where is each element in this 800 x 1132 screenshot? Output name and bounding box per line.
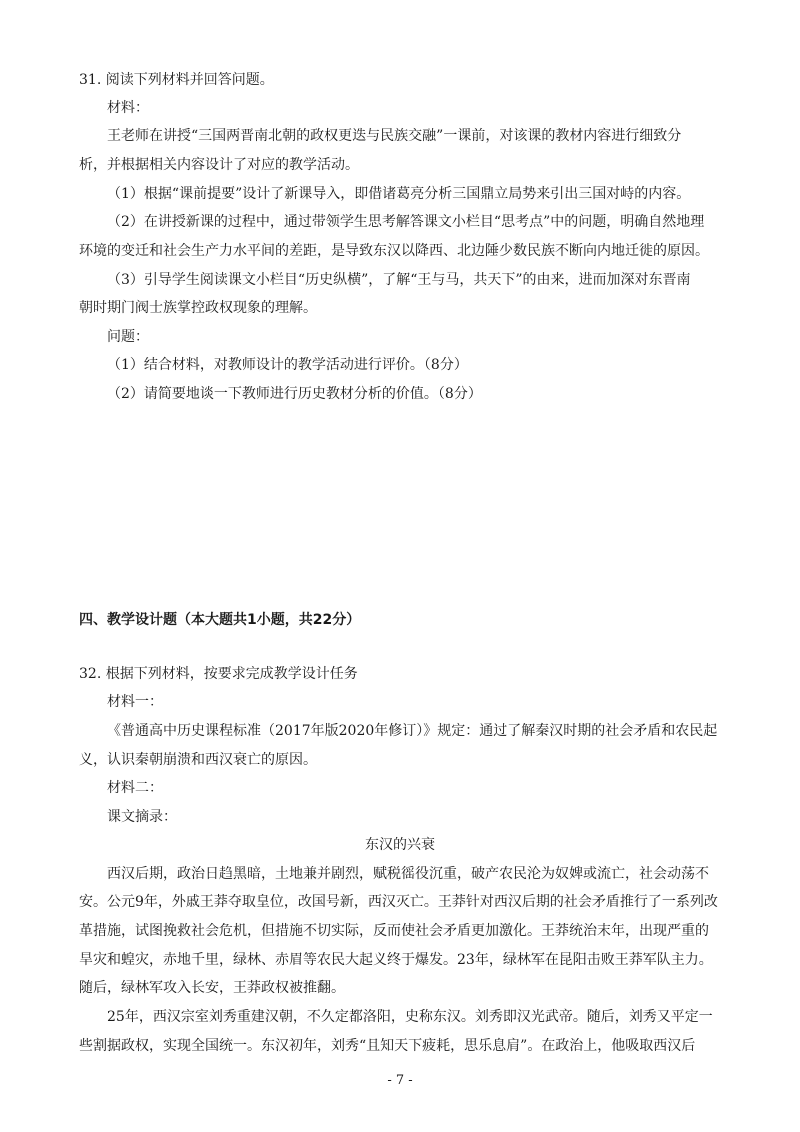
q31-paragraph: 王老师在讲授“三国两晋南北朝的政权更迭与民族交融”一课前，对该课的教材内容进行细致分 xyxy=(107,128,682,144)
excerpt-line: 西汉后期，政治日趋黑暗，土地兼并剧烈，赋税徭役沉重，破产农民沦为奴婢或流亡，社会动荡不 xyxy=(107,866,709,882)
excerpt-title: 东汉的兴衰 xyxy=(365,837,435,853)
q31-item-1: （1）根据“课前提要”设计了新课导入，即借诸葛亮分析三国鼎立局势来引出三国对峙的内容。 xyxy=(107,186,691,202)
q32-excerpt-label: 课文摘录： xyxy=(107,809,177,825)
excerpt-line: 25年，西汉宗室刘秀重建汉朝，不久定都洛阳，史称东汉。刘秀即汉光武帝。随后，刘秀又平定一 xyxy=(107,1009,713,1025)
excerpt-line: 革措施，试图挽救社会危机，但措施不切实际，反而使社会矛盾更加激化。王莽统治末年，出现严重的 xyxy=(79,923,709,939)
excerpt-line: 安。公元9年，外戚王莽夺取皇位，改国号新，西汉灭亡。王莽针对西汉后期的社会矛盾推行了一系列改 xyxy=(79,894,718,910)
q31-questions-label: 问题： xyxy=(107,329,149,345)
q31-item-2-cont: 环境的变迁和社会生产力水平间的差距，是导致东汉以降西、北边陲少数民族不断向内地迁徙的原因。 xyxy=(79,243,709,259)
excerpt-line: 些割据政权，实现全国统一。东汉初年，刘秀“且知天下疲耗，思乐息肩”。在政治上，他吸取西汉后 xyxy=(79,1038,696,1054)
q31-question-1: （1）结合材料，对教师设计的教学活动进行评价。（8分） xyxy=(107,357,468,373)
q32-material-1-text: 《普通高中历史课程标准（2017年版2020年修订）》规定：通过了解秦汉时期的社会矛盾和农民起 xyxy=(107,723,718,739)
page-number: - 7 - xyxy=(387,1073,413,1088)
q32-material-1-cont: 义，认识秦朝崩溃和西汉衰亡的原因。 xyxy=(79,752,317,768)
q31-item-2: （2）在讲授新课的过程中，通过带领学生思考解答课文小栏目“思考点”中的问题，明确自然地理 xyxy=(107,214,705,230)
q32-material-1-label: 材料一： xyxy=(107,694,163,710)
q31-item-3: （3）引导学生阅读课文小栏目“历史纵横”，了解“王与马，共天下”的由来，进而加深对东晋南 xyxy=(107,272,691,288)
q31-material-label: 材料： xyxy=(107,100,149,116)
excerpt-line: 旱灾和蝗灾，赤地千里，绿林、赤眉等农民大起义终于爆发。23年，绿林军在昆阳击败王莽军队主力。 xyxy=(79,952,713,968)
q32-material-2-label: 材料二： xyxy=(107,780,163,796)
section-4-heading: 四、教学设计题（本大题共1小题，共22分） xyxy=(79,612,361,628)
q31-item-3-cont: 朝时期门阀士族掌控政权现象的理解。 xyxy=(79,300,317,316)
q31-question-2: （2）请简要地谈一下教师进行历史教材分析的价值。（8分） xyxy=(107,386,482,402)
q31-heading: 31. 阅读下列材料并回答问题。 xyxy=(79,72,274,88)
q32-heading: 32. 根据下列材料，按要求完成教学设计任务 xyxy=(79,666,358,682)
q31-paragraph-cont: 析，并根据相关内容设计了对应的教学活动。 xyxy=(79,157,359,173)
excerpt-line: 随后，绿林军攻入长安，王莽政权被推翻。 xyxy=(79,980,345,996)
